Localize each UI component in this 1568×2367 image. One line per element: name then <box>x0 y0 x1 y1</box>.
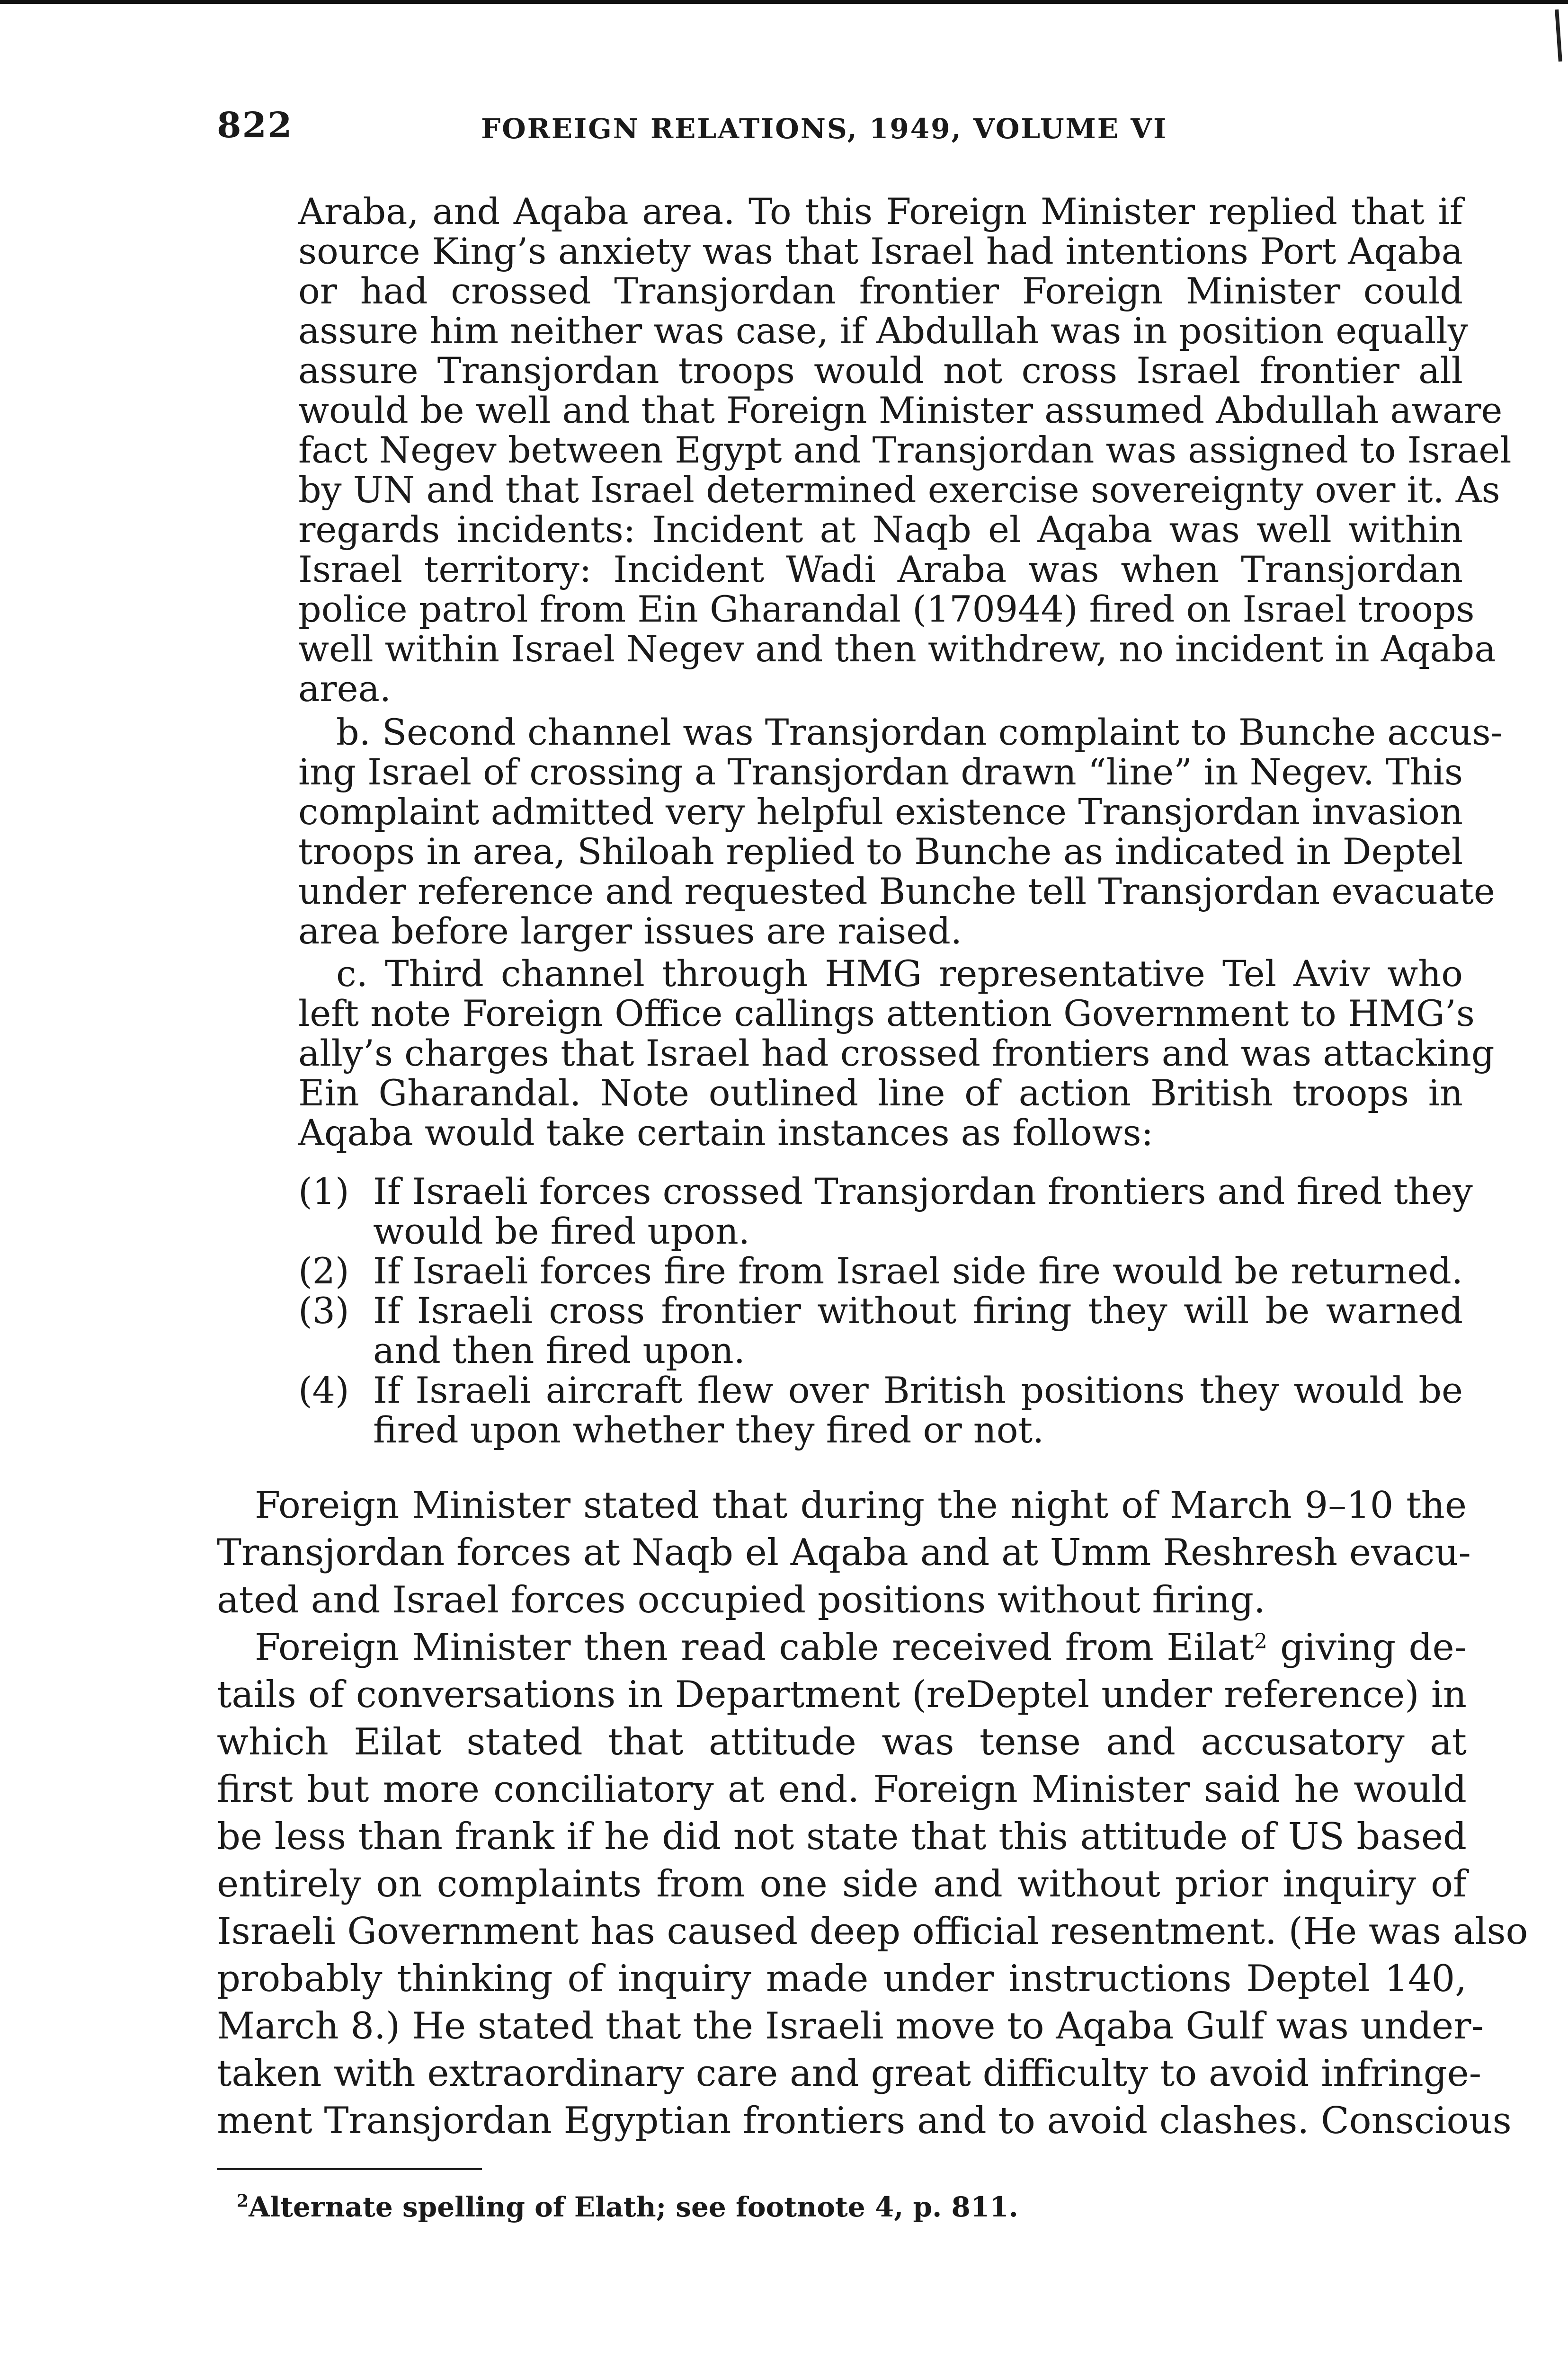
text-line: assure him neither was case, if Abdullah was in position equally <box>298 310 1468 352</box>
page-header <box>217 105 1353 162</box>
text-line: be less than frank if he did not state that this attitude of US based <box>217 1815 1467 1858</box>
text-line: complaint admitted very helpful existence Transjordan invasion <box>298 791 1463 833</box>
numbered-list <box>298 1170 1473 1451</box>
footnote-text: Alternate spelling of Elath; see footnote 4, p. 811. <box>249 2191 1018 2223</box>
text-line: ing Israel of crossing a Transjordan drawn “line” in Negev. This <box>298 751 1463 793</box>
footnote-reference: 2 <box>1254 1629 1267 1654</box>
text-line: March 8.) He stated that the Israeli move to Aqaba Gulf was under- <box>217 2005 1484 2047</box>
footnote-marker: 2 <box>237 2191 249 2211</box>
text-line: If Israeli forces crossed Transjordan frontiers and fired they <box>373 1170 1473 1212</box>
paragraph-b <box>298 711 1503 952</box>
text-span: Foreign Minister then read cable received from Eilat <box>255 1626 1254 1669</box>
text-line: assure Transjordan troops would not cross Israel frontier all <box>298 349 1463 392</box>
text-line: If Israeli cross frontier without firing they will be warned <box>373 1290 1463 1332</box>
list-item-number: (2) <box>298 1250 349 1292</box>
text-line: area before larger issues are raised. <box>298 910 962 952</box>
text-line: Israel territory: Incident Wadi Araba was when Transjordan <box>298 548 1463 590</box>
list-item-number: (4) <box>298 1369 349 1411</box>
corner-scan-mark <box>1555 9 1562 62</box>
text-line: police patrol from Ein Gharandal (170944) fired on Israel troops <box>298 588 1475 630</box>
text-line: Ein Gharandal. Note outlined line of action British troops in <box>298 1072 1463 1114</box>
text-line: Aqaba would take certain instances as follows: <box>298 1112 1154 1154</box>
text-line: would be fired upon. <box>373 1210 750 1252</box>
list-item <box>298 1370 1463 1450</box>
text-line: area. <box>298 667 392 710</box>
paragraph-foreign-minister-1 <box>217 1482 1471 1624</box>
text-line: under reference and requested Bunche tell Transjordan evacuate <box>298 870 1495 912</box>
list-item <box>298 1170 1473 1252</box>
text-line: source King’s anxiety was that Israel had intentions Port Aqaba <box>298 230 1463 272</box>
text-line: entirely on complaints from one side and without prior inquiry of <box>217 1863 1467 1905</box>
text-line: tails of conversations in Department (reDeptel under reference) in <box>217 1673 1467 1716</box>
list-item <box>298 1291 1463 1370</box>
text-line: b. Second channel was Transjordan complaint to Bunche accus- <box>336 711 1503 753</box>
text-line: or had crossed Transjordan frontier Foreign Minister could <box>298 270 1463 312</box>
paragraph-a <box>298 190 1512 710</box>
text-line: which Eilat stated that attitude was tense and accusatory at <box>217 1721 1467 1763</box>
text-line: well within Israel Negev and then withdrew, no incident in Aqaba <box>298 628 1496 670</box>
text-line: If Israeli aircraft flew over British positions they would be <box>373 1369 1463 1411</box>
page-number: 822 <box>217 105 293 146</box>
text-line: c. Third channel through HMG representative Tel Aviv who <box>336 952 1463 995</box>
text-line: troops in area, Shiloah replied to Bunche as indicated in Deptel <box>298 830 1463 872</box>
text-line: If Israeli forces fire from Israel side fire would be returned. <box>373 1250 1463 1292</box>
text-line: probably thinking of inquiry made under instructions Deptel 140, <box>217 1958 1467 2000</box>
text-line: regards incidents: Incident at Naqb el Aqaba was well within <box>298 508 1463 551</box>
text-line: and then fired upon. <box>373 1329 745 1371</box>
text-line: ment Transjordan Egyptian frontiers and to avoid clashes. Conscious <box>217 2100 1512 2142</box>
footnote <box>237 2191 1018 2223</box>
text-line: taken with extraordinary care and great difficulty to avoid infringe- <box>217 2052 1482 2095</box>
top-edge-rule <box>0 0 1568 4</box>
list-item <box>298 1251 1463 1291</box>
paragraph-foreign-minister-2 <box>217 1624 1528 2145</box>
text-span: giving de- <box>1267 1626 1467 1669</box>
text-line: Araba, and Aqaba area. To this Foreign Minister replied that if <box>298 190 1463 232</box>
text-line: Transjordan forces at Naqb el Aqaba and at Umm Reshresh evacu- <box>217 1531 1471 1574</box>
text-line: fired upon whether they fired or not. <box>373 1409 1044 1451</box>
list-item-number: (1) <box>298 1170 349 1212</box>
list-item-number: (3) <box>298 1290 349 1332</box>
running-head: FOREIGN RELATIONS, 1949, VOLUME VI <box>481 113 1168 145</box>
text-line: first but more conciliatory at end. Foreign Minister said he would <box>217 1768 1467 1811</box>
text-line: left note Foreign Office callings attention Government to HMG’s <box>298 992 1475 1034</box>
text-line: by UN and that Israel determined exercise sovereignty over it. As <box>298 469 1500 511</box>
text-line: ated and Israel forces occupied positions without firing. <box>217 1579 1265 1621</box>
text-line <box>217 1624 1467 1671</box>
text-line: Israeli Government has caused deep official resentment. (He was also <box>217 1910 1528 1953</box>
text-line: ally’s charges that Israel had crossed frontiers and was attacking <box>298 1032 1495 1074</box>
footnote-rule <box>217 2168 482 2170</box>
paragraph-c <box>298 952 1495 1154</box>
text-line: would be well and that Foreign Minister assumed Abdullah aware <box>298 389 1503 431</box>
text-line: fact Negev between Egypt and Transjordan was assigned to Israel <box>298 429 1512 471</box>
text-line: Foreign Minister stated that during the night of March 9–10 the <box>255 1484 1467 1527</box>
